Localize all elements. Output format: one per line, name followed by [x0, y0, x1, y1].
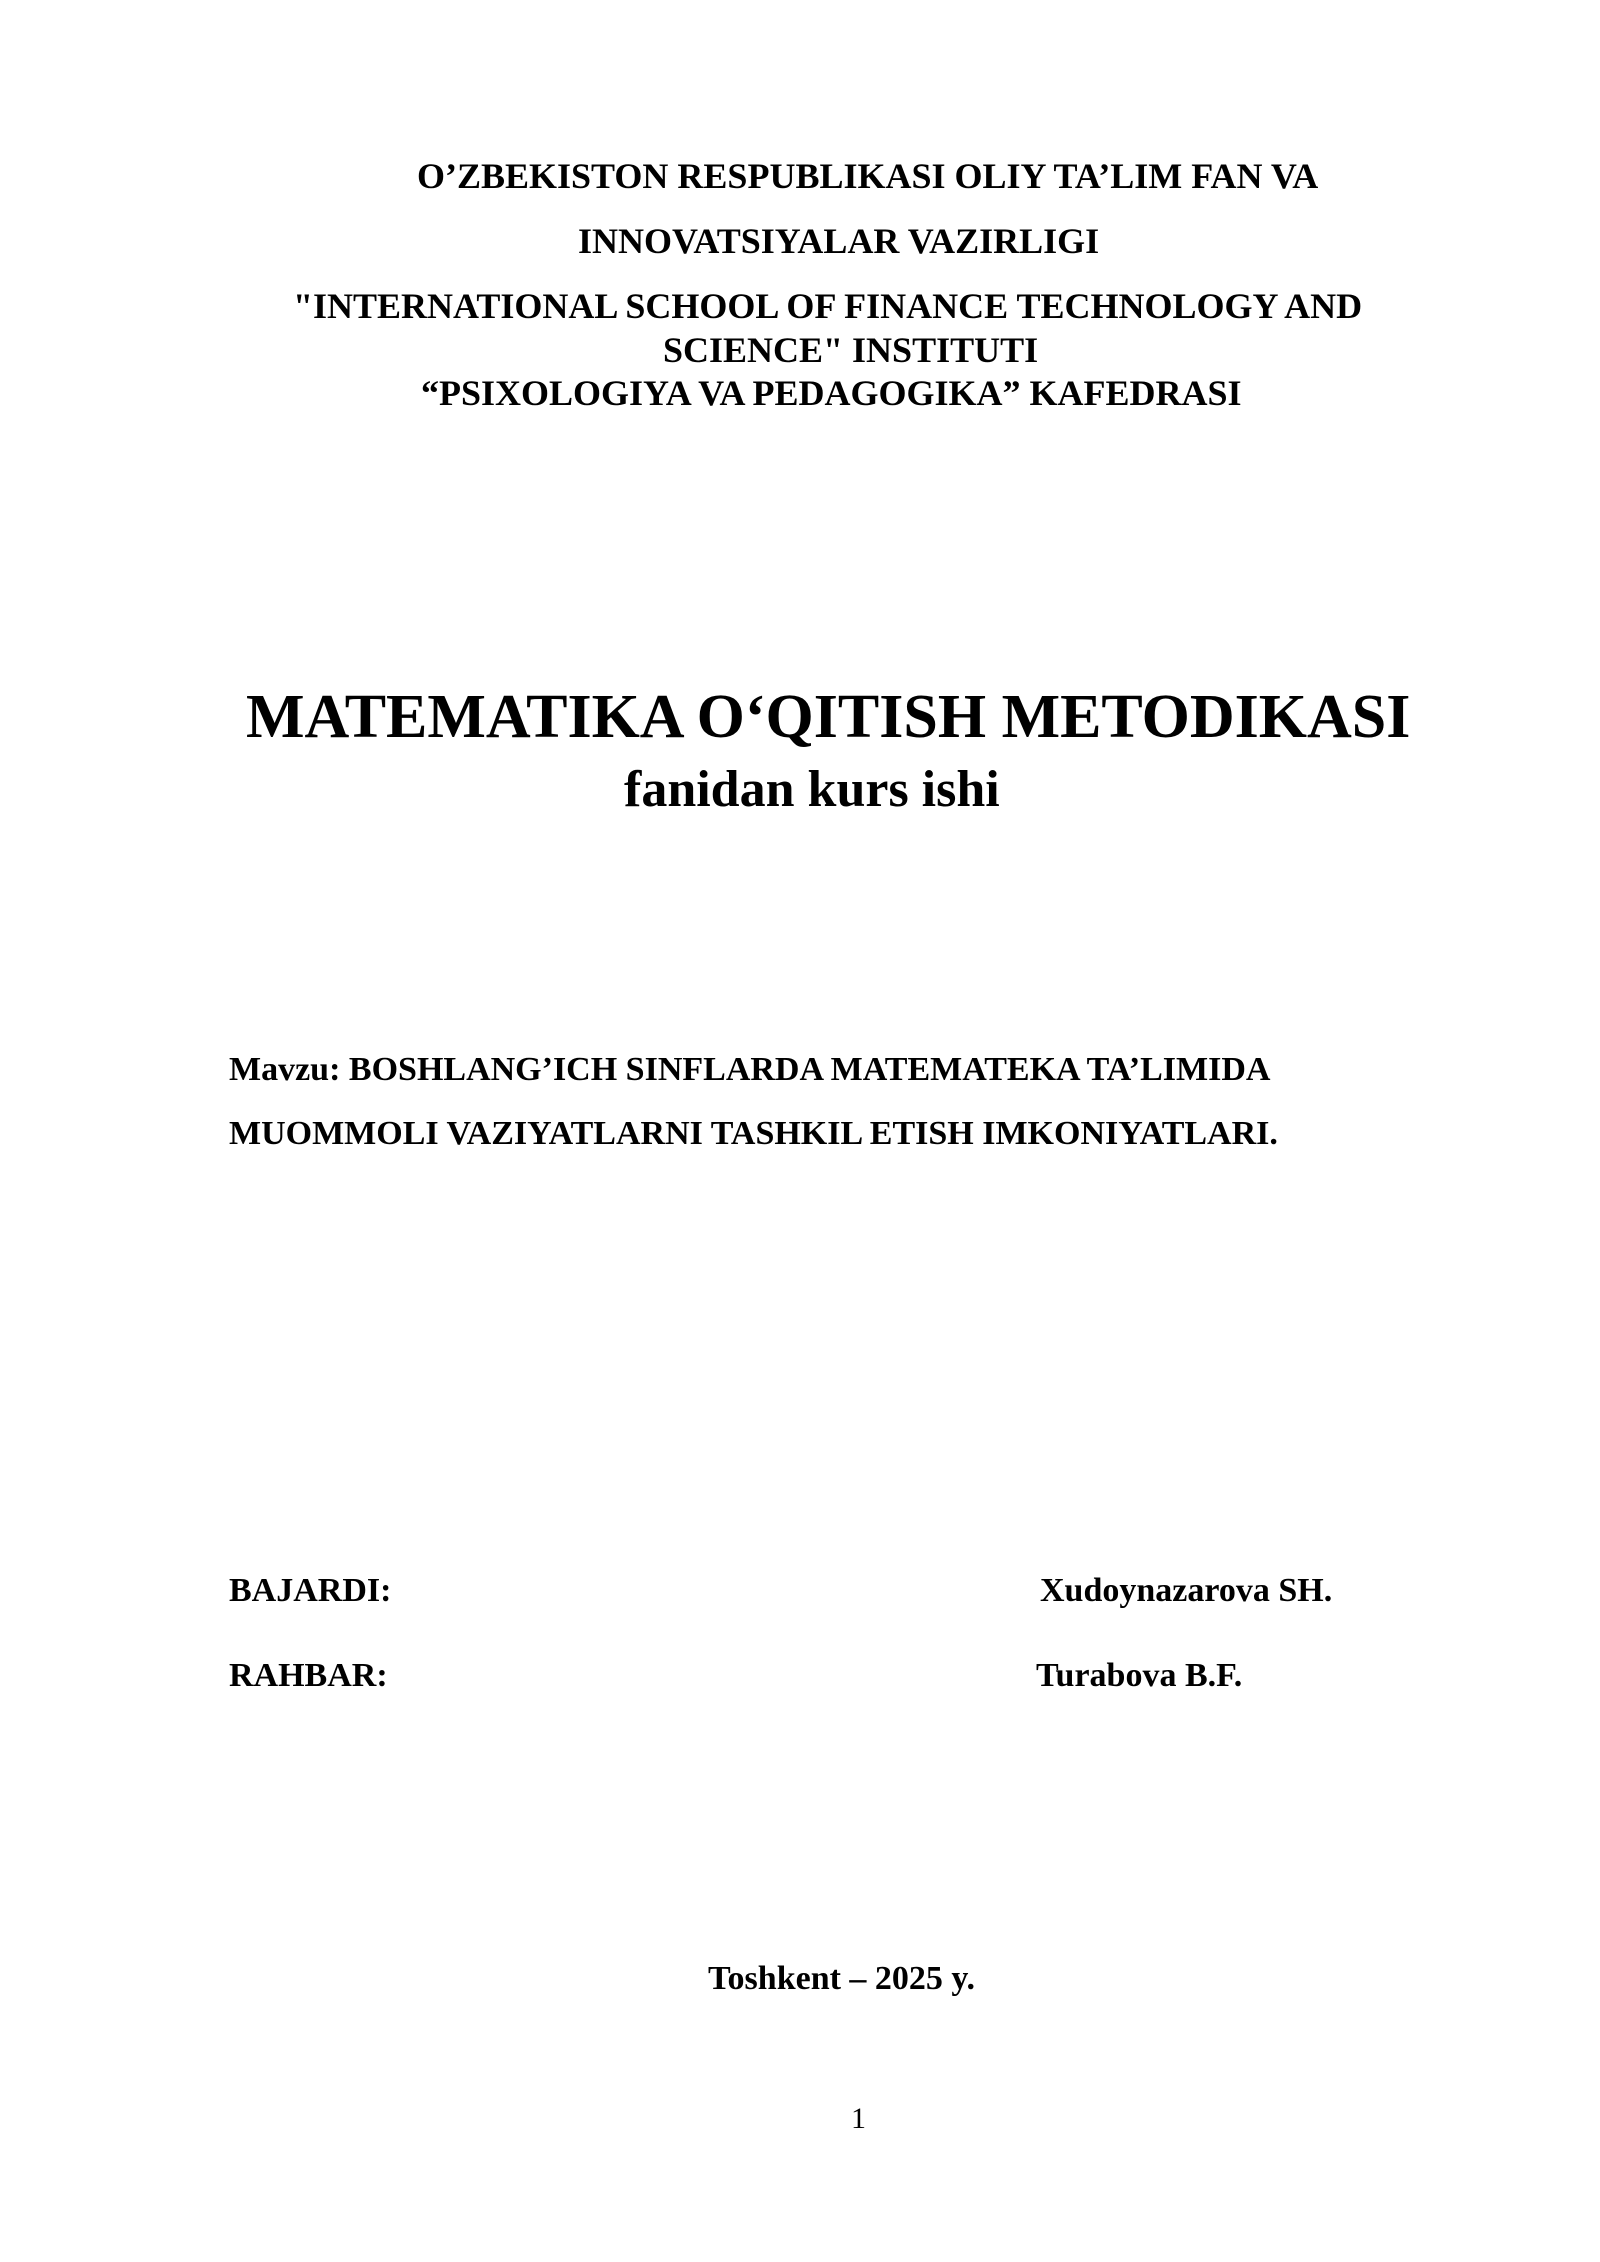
supervisor-label: RAHBAR:	[229, 1657, 388, 1694]
ministry-line-1: O’ZBEKISTON RESPUBLIKASI OLIY TA’LIM FAN VA	[417, 156, 1319, 196]
course-subtitle: fanidan kurs ishi	[624, 761, 1000, 818]
course-title: MATEMATIKA O‘QITISH METODIKASI	[246, 683, 1411, 751]
institute-line-2: SCIENCE" INSTITUTI	[663, 330, 1039, 370]
topic-line-2: MUOMMOLI VAZIYATLARNI TASHKIL ETISH IMKONIYATLARI.	[229, 1115, 1278, 1152]
institute-line-1: "INTERNATIONAL SCHOOL OF FINANCE TECHNOLOGY AND	[293, 286, 1363, 326]
ministry-line-2: INNOVATSIYALAR VAZIRLIGI	[578, 221, 1100, 261]
department-name: “PSIXOLOGIYA VA PEDAGOGIKA” KAFEDRASI	[421, 373, 1242, 413]
topic-line-1: Mavzu: BOSHLANG’ICH SINFLARDA MATEMATEKA TA’LIMIDA	[229, 1051, 1271, 1088]
performer-label: BAJARDI:	[229, 1572, 392, 1609]
performer-name: Xudoynazarova SH.	[1040, 1572, 1333, 1609]
city-year: Toshkent – 2025 y.	[708, 1960, 976, 1997]
supervisor-name: Turabova B.F.	[1036, 1657, 1243, 1694]
page-number: 1	[851, 2102, 866, 2135]
